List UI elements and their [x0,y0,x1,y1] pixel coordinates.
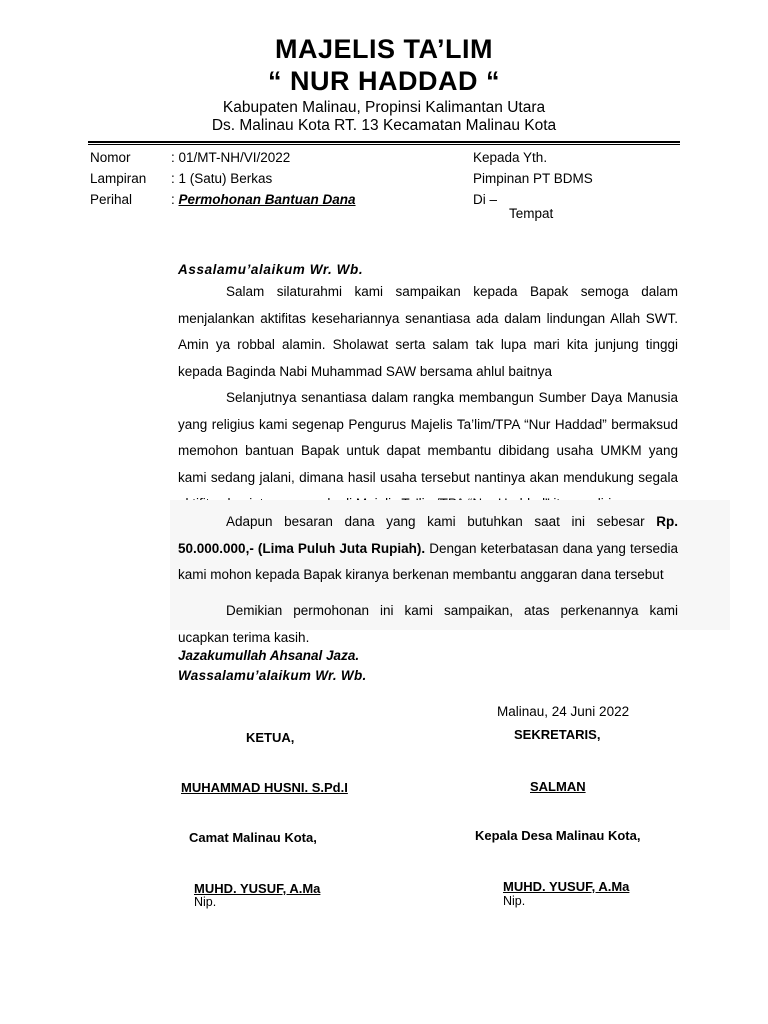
closing-wassalamu: Wassalamu’alaikum Wr. Wb. [178,668,367,683]
ketua-title: KETUA, [246,730,295,745]
place-date: Malinau, 24 Juni 2022 [497,704,630,719]
header-divider-thin [88,144,680,145]
org-title: MAJELIS TA’LIM [274,34,493,64]
paragraph-3-amount: Rp. 50.000.000,- (Lima Puluh Juta Rupiah). [178,514,678,556]
camat-nip: Nip. [194,895,217,909]
paragraph-2-text: Selanjutnya senantiasa dalam rangka membangun Sumber Daya Manusia yang religius kami segenap Pengurus Majelis Ta’lim/TPA “Nur Haddad” bermaksud memohon bantuan Bapak untuk dapat membantu dibidang usaha UMKM yang kami sedang jalani, dimana hasil usaha tersebut nantinya akan mendukung segala [178,390,678,485]
ketua-name: MUHAMMAD HUSNI. S.Pd.I [181,780,348,795]
nomor-value: : 01/MT-NH/VI/2022 [171,150,291,165]
recipient-kepada: Kepada Yth. [473,150,548,165]
nomor-label: Nomor [90,150,131,165]
org-name: “ NUR HADDAD “ [268,66,500,96]
sekretaris-title: SEKRETARIS, [514,727,601,742]
recipient-di: Di – [473,192,498,207]
perihal-value: Permohonan Bantuan Dana [178,192,356,207]
greeting: Assalamu’alaikum Wr. Wb. [178,262,364,277]
sekretaris-name: SALMAN [530,779,586,794]
paragraph-1 [178,279,678,385]
recipient-tempat: Tempat [509,206,554,221]
perihal-colon: : [171,192,179,207]
closing-jazakumullah: Jazakumullah Ahsanal Jaza. [178,648,360,663]
camat-title: Camat Malinau Kota, [189,830,317,845]
paragraph-2 [178,385,678,518]
address-line-2: Ds. Malinau Kota RT. 13 Kecamatan Malinau Kota [211,117,557,134]
recipient-name: Pimpinan PT BDMS [473,171,593,186]
kades-nip: Nip. [503,894,526,908]
paragraph-4 [178,598,678,651]
address-line-1: Kabupaten Malinau, Propinsi Kalimantan Utara [222,99,546,116]
kades-name: MUHD. YUSUF, A.Ma [503,879,630,894]
paragraph-3-pre: Adapun besaran dana yang kami butuhkan saat ini sebesar [226,514,657,529]
lampiran-value: : 1 (Satu) Berkas [171,171,273,186]
kades-title: Kepala Desa Malinau Kota, [475,828,641,843]
paragraph-1-text: Salam silaturahmi kami sampaikan kepada Bapak semoga dalam menjalankan aktifitas kesehariannya senantiasa ada dalam lindungan Allah SWT. Amin ya robbal alamin. Sholawat serta salam tak lupa mari kita junjung tinggi kepada Baginda Nabi Muhammad SAW bersama ahlul baitnya [178,284,678,379]
paragraph-3-post: Dengan keterbatasan dana yang tersedia kami mohon kepada Bapak kiranya berkenan membantu anggaran dana tersebut [178,540,678,582]
lampiran-label: Lampiran [90,171,147,186]
perihal-label: Perihal [90,192,133,207]
paragraph-3 [178,509,678,589]
header-divider [88,141,680,143]
perihal-row [171,192,356,207]
camat-name: MUHD. YUSUF, A.Ma [194,881,321,896]
paragraph-4-text: Demikian permohonan ini kami sampaikan, atas perkenannya kami ucapkan terima kasih. [178,603,678,645]
